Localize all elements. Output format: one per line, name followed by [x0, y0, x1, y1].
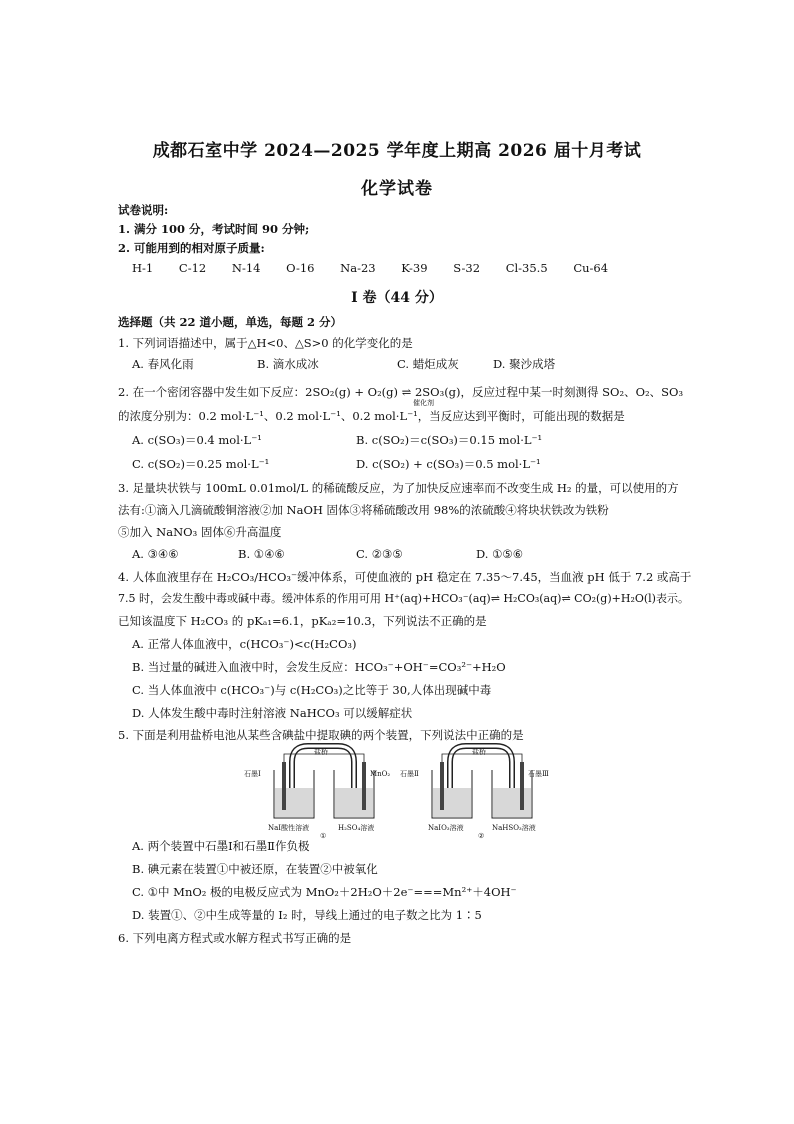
fig2-right-solution-label: NaHSO₃溶液 — [492, 824, 536, 832]
q5-option-b: B. 碘元素在装置①中被还原，在装置②中被氧化 — [132, 862, 378, 876]
mass-item: Cl-35.5 — [505, 261, 548, 275]
q2-catalyst-label: 催化剂 — [413, 399, 434, 407]
instruction-item-1: 1. 满分 100 分，考试时间 90 分钟; — [118, 222, 310, 236]
fig1-right-solution-label: H₂SO₄溶液 — [338, 824, 375, 832]
mass-item: N-14 — [231, 261, 261, 275]
q3-option-d: D. ①⑤⑥ — [476, 547, 524, 561]
q5-figure-2 — [400, 740, 550, 840]
fig2-left-solution-label: NaIO₃溶液 — [428, 824, 464, 832]
q4-stem-line1: 4. 人体血液里存在 H₂CO₃/HCO₃⁻缓冲体系，可使血液的 pH 稳定在 7.35～7.45，当血液 pH 低于 7.2 或高于 — [118, 570, 692, 584]
q5-option-a: A. 两个装置中石墨Ⅰ和石墨Ⅱ作负极 — [132, 839, 310, 853]
q1-option-b: B. 滴水成冰 — [257, 357, 319, 371]
mass-item: Cu-64 — [573, 261, 609, 275]
q3-stem-line3: ⑤加入 NaNO₃ 固体⑥升高温度 — [118, 525, 282, 539]
q1-stem: 1. 下列词语描述中，属于△H<0、△S>0 的化学变化的是 — [118, 336, 413, 350]
q4-stem-line2: 7.5 时，会发生酸中毒或碱中毒。缓冲体系的作用可用 H⁺(aq)+HCO₃⁻(aq)⇌ H₂CO₃(aq)⇌ CO₂(g)+H₂O(l)表示。 — [118, 592, 689, 605]
mass-item: O-16 — [286, 261, 315, 275]
q3-option-b: B. ①④⑥ — [238, 547, 285, 561]
q3-option-a: A. ③④⑥ — [132, 547, 179, 561]
fig1-right-electrode-label: MnO₂ — [370, 770, 391, 778]
fig2-left-electrode-label: 石墨Ⅱ — [400, 770, 419, 778]
q2-option-a: A. c(SO₃)＝0.4 mol·L⁻¹ — [132, 433, 262, 447]
q1-option-a: A. 春风化雨 — [132, 357, 194, 371]
atomic-masses — [132, 260, 630, 276]
q1-option-d: D. 聚沙成塔 — [493, 357, 556, 371]
mass-item: S-32 — [453, 261, 481, 275]
q1-option-c: C. 蜡炬成灰 — [397, 357, 459, 371]
q5-option-d: D. 装置①、②中生成等量的 I₂ 时，导线上通过的电子数之比为 1∶5 — [132, 908, 482, 922]
q3-option-c: C. ②③⑤ — [356, 547, 403, 561]
instructions-heading: 试卷说明: — [118, 203, 169, 217]
instruction-item-2: 2. 可能用到的相对原子质量: — [118, 241, 265, 255]
fig2-right-electrode-label: 石墨Ⅲ — [528, 770, 549, 778]
q5-option-c: C. ①中 MnO₂ 极的电极反应式为 MnO₂＋2H₂O＋2e⁻===Mn²⁺＋4OH⁻ — [132, 885, 517, 899]
q5-stem: 5. 下面是利用盐桥电池从某些含碘盐中提取碘的两个装置，下列说法中正确的是 — [118, 728, 524, 742]
q4-option-b: B. 当过量的碱进入血液中时，会发生反应：HCO₃⁻+OH⁻=CO₃²⁻+H₂O — [132, 660, 506, 674]
fig1-bridge-label: 盐桥 — [314, 748, 328, 756]
mass-item: Na-23 — [340, 261, 376, 275]
q2-stem-line1: 2. 在一个密闭容器中发生如下反应：2SO₂(g) + O₂(g) ⇌ 2SO₃(g)，反应过程中某一时刻测得 SO₂、O₂、SO₃ — [118, 385, 684, 399]
mass-item: C-12 — [178, 261, 207, 275]
mass-item: K-39 — [401, 261, 428, 275]
q2-option-d: D. c(SO₂) + c(SO₃)＝0.5 mol·L⁻¹ — [356, 457, 541, 471]
q2-option-b: B. c(SO₂)＝c(SO₃)＝0.15 mol·L⁻¹ — [356, 433, 543, 447]
q2-option-c: C. c(SO₂)＝0.25 mol·L⁻¹ — [132, 457, 270, 471]
fig1-number: ① — [320, 832, 327, 840]
q4-option-a: A. 正常人体血液中，c(HCO₃⁻)<c(H₂CO₃) — [132, 637, 357, 651]
exam-subject: 化学试卷 — [361, 179, 433, 199]
q3-stem-line2: 法有:①滴入几滴硫酸铜溶液②加 NaOH 固体③将稀硫酸改用 98%的浓硫酸④将块状铁改为铁粉 — [118, 503, 609, 517]
q3-stem-line1: 3. 足量块状铁与 100mL 0.01mol/L 的稀硫酸反应，为了加快反应速率而不改变生成 H₂ 的量，可以使用的方 — [118, 481, 679, 495]
q4-option-c: C. 当人体血液中 c(HCO₃⁻)与 c(H₂CO₃)之比等于 30,人体出现碱中毒 — [132, 683, 492, 697]
exam-title: 成都石室中学 2024—2025 学年度上期高 2026 届十月考试 — [152, 141, 642, 161]
q4-stem-line3: 已知该温度下 H₂CO₃ 的 pKₐ₁=6.1，pKₐ₂=10.3，下列说法不正确的是 — [118, 614, 487, 628]
section-title: I 卷（44 分） — [351, 290, 443, 306]
q4-option-d: D. 人体发生酸中毒时注射溶液 NaHCO₃ 可以缓解症状 — [132, 706, 413, 720]
mass-item: H-1 — [132, 261, 154, 275]
q6-stem: 6. 下列电离方程式或水解方程式书写正确的是 — [118, 931, 352, 945]
q5-figure-1 — [244, 740, 392, 840]
fig2-number: ② — [478, 832, 485, 840]
fig2-bridge-label: 盐桥 — [472, 748, 486, 756]
q2-stem-line2: 的浓度分别为：0.2 mol·L⁻¹、0.2 mol·L⁻¹、0.2 mol·L⁻¹，当反应达到平衡时，可能出现的数据是 — [118, 409, 625, 423]
fig1-left-electrode-label: 石墨Ⅰ — [244, 770, 261, 778]
section-subtitle: 选择题（共 22 道小题，单选，每题 2 分） — [118, 315, 343, 329]
fig1-left-solution-label: NaI酸性溶液 — [268, 824, 310, 832]
